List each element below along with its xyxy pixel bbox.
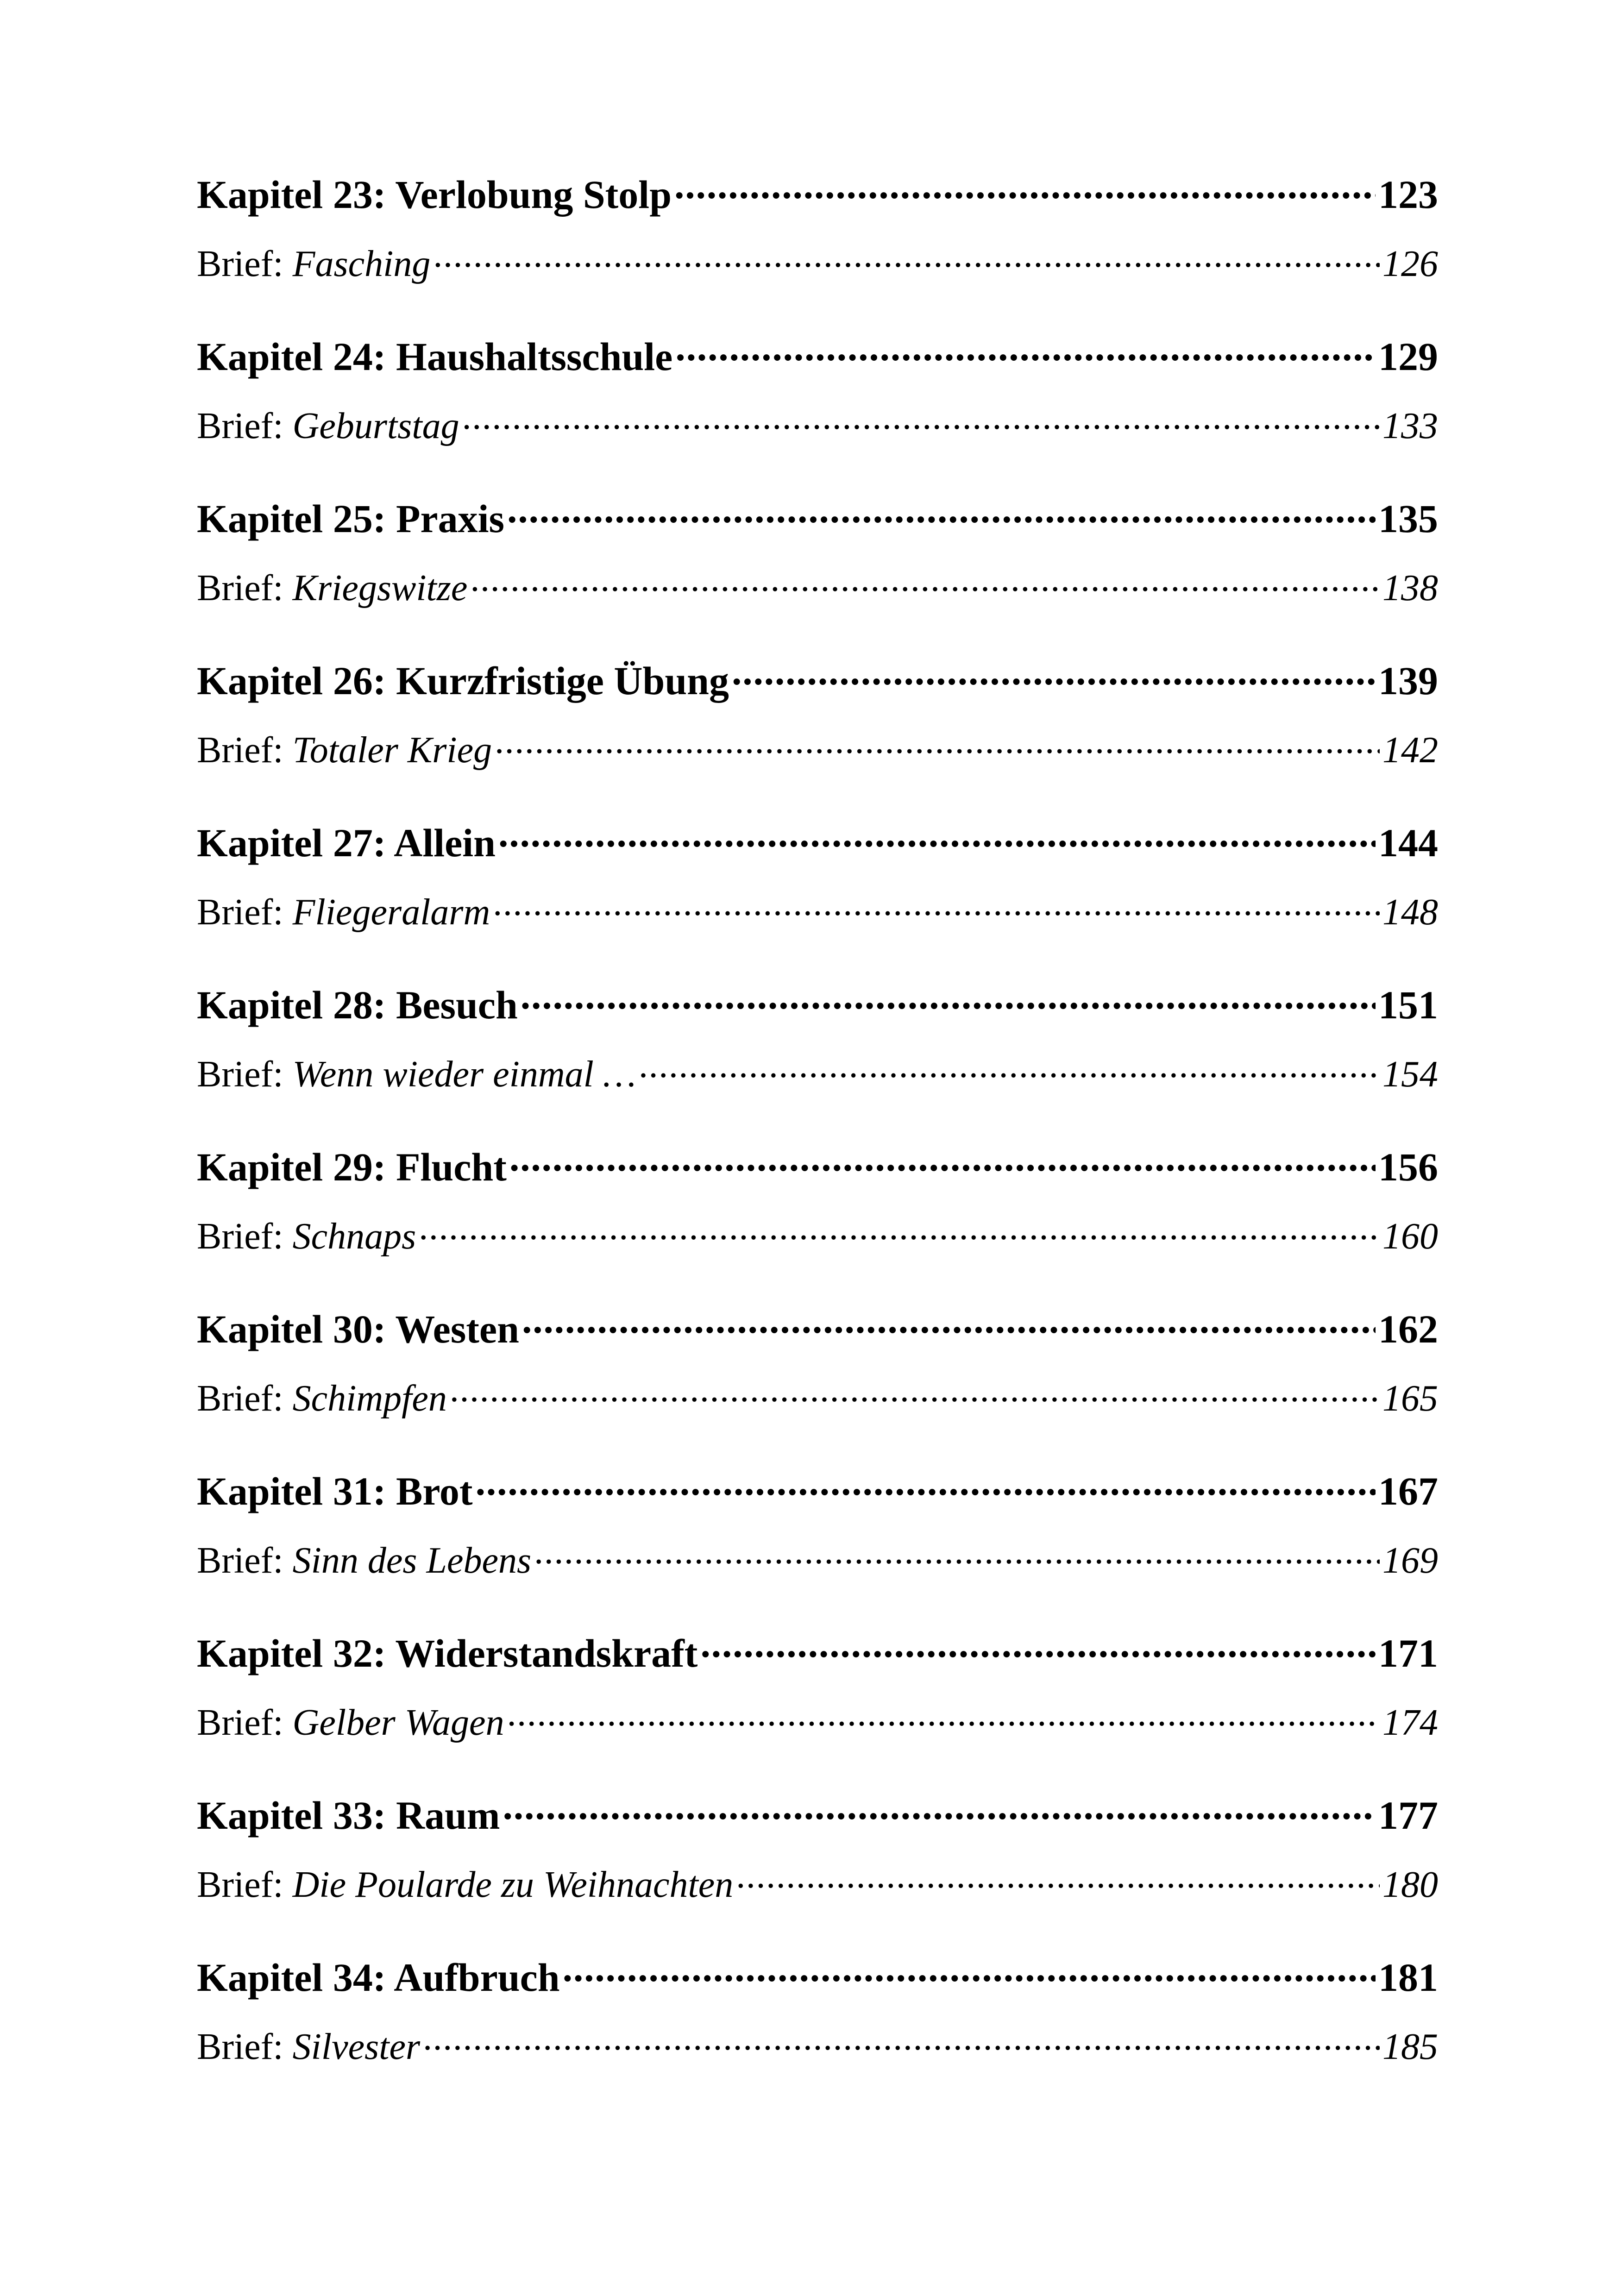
chapter-page-number: 171 [1378, 1631, 1438, 1675]
letter-title: Die Poularde zu Weihnachten [292, 1864, 734, 1905]
dot-leader [498, 816, 1376, 856]
letter-title: Schnaps [292, 1216, 416, 1257]
letter-title: Gelber Wagen [292, 1702, 504, 1743]
toc-chapter-entry[interactable] [197, 1294, 1438, 1364]
letter-prefix: Brief: [197, 1216, 293, 1257]
letter-page-number: 185 [1382, 2026, 1438, 2067]
chapter-page-number: 151 [1378, 983, 1438, 1027]
letter-title: Geburtstag [292, 406, 459, 446]
dot-leader [507, 1698, 1380, 1735]
chapter-title: Kapitel 23: Verlobung Stolp [197, 172, 672, 217]
chapter-page-number: 156 [1378, 1145, 1438, 1189]
letter-prefix: Brief: [197, 406, 293, 446]
toc-group [197, 322, 1438, 484]
letter-page-number: 180 [1382, 1864, 1438, 1905]
toc-letter-entry[interactable] [197, 553, 1438, 623]
toc-letter-entry[interactable] [197, 878, 1438, 947]
toc-group [197, 1132, 1438, 1294]
dot-leader [521, 979, 1376, 1018]
letter-prefix: Brief: [197, 1054, 293, 1095]
dot-leader [674, 168, 1376, 208]
toc-group [197, 160, 1438, 322]
toc-letter-entry[interactable] [197, 1688, 1438, 1757]
toc-group [197, 1456, 1438, 1618]
dot-leader [419, 1211, 1380, 1248]
chapter-page-number: 135 [1378, 496, 1438, 541]
chapter-title: Kapitel 24: Haushaltsschule [197, 334, 673, 379]
toc-group [197, 970, 1438, 1132]
letter-page-number: 174 [1382, 1702, 1438, 1743]
toc-letter-entry[interactable] [197, 715, 1438, 785]
dot-leader [450, 1374, 1380, 1411]
toc-chapter-entry[interactable] [197, 1943, 1438, 2012]
toc-letter-entry[interactable] [197, 1526, 1438, 1595]
dot-leader [522, 1303, 1376, 1342]
dot-leader [639, 1049, 1380, 1086]
dot-leader [493, 887, 1380, 924]
toc-chapter-entry[interactable] [197, 646, 1438, 715]
letter-prefix: Brief: [197, 1378, 293, 1419]
letter-title: Schimpfen [292, 1378, 447, 1419]
toc-letter-entry[interactable] [197, 1202, 1438, 1271]
chapter-page-number: 167 [1378, 1469, 1438, 1513]
dot-leader [470, 563, 1380, 600]
chapter-title: Kapitel 33: Raum [197, 1793, 500, 1838]
toc-group [197, 1618, 1438, 1781]
chapter-title: Kapitel 29: Flucht [197, 1145, 507, 1189]
dot-leader [700, 1627, 1376, 1667]
toc-group [197, 484, 1438, 646]
chapter-page-number: 144 [1378, 821, 1438, 865]
toc-letter-entry[interactable] [197, 1364, 1438, 1433]
toc-chapter-entry[interactable] [197, 1132, 1438, 1202]
chapter-title: Kapitel 26: Kurzfristige Übung [197, 659, 729, 703]
letter-prefix: Brief: [197, 892, 293, 933]
chapter-title: Kapitel 31: Brot [197, 1469, 473, 1513]
toc-group [197, 646, 1438, 808]
toc-chapter-entry[interactable] [197, 970, 1438, 1040]
chapter-page-number: 139 [1378, 659, 1438, 703]
chapter-title: Kapitel 28: Besuch [197, 983, 518, 1027]
dot-leader [563, 1951, 1376, 1991]
letter-page-number: 169 [1382, 1540, 1438, 1581]
toc-chapter-entry[interactable] [197, 808, 1438, 878]
letter-title: Wenn wieder einmal … [292, 1054, 636, 1095]
letter-title: Totaler Krieg [292, 730, 492, 771]
letter-page-number: 160 [1382, 1216, 1438, 1257]
chapter-title: Kapitel 27: Allein [197, 821, 496, 865]
letter-prefix: Brief: [197, 244, 293, 284]
dot-leader [509, 1141, 1376, 1180]
toc-group [197, 1294, 1438, 1456]
table-of-contents [197, 160, 1438, 2105]
letter-prefix: Brief: [197, 1540, 293, 1581]
letter-page-number: 142 [1382, 730, 1438, 771]
letter-prefix: Brief: [197, 1702, 293, 1743]
letter-page-number: 138 [1382, 568, 1438, 609]
toc-letter-entry[interactable] [197, 1040, 1438, 1109]
letter-title: Fliegeralarm [292, 892, 490, 933]
dot-leader [507, 492, 1376, 532]
toc-chapter-entry[interactable] [197, 1456, 1438, 1526]
letter-prefix: Brief: [197, 2026, 293, 2067]
toc-chapter-entry[interactable] [197, 160, 1438, 229]
dot-leader [675, 330, 1376, 370]
dot-leader [534, 1536, 1380, 1573]
toc-letter-entry[interactable] [197, 1850, 1438, 1920]
toc-chapter-entry[interactable] [197, 484, 1438, 553]
dot-leader [423, 2022, 1380, 2059]
chapter-title: Kapitel 34: Aufbruch [197, 1955, 560, 2000]
dot-leader [495, 725, 1380, 762]
letter-title: Silvester [292, 2026, 421, 2067]
toc-group [197, 808, 1438, 970]
letter-title: Sinn des Lebens [292, 1540, 532, 1581]
letter-page-number: 148 [1382, 892, 1438, 933]
toc-chapter-entry[interactable] [197, 1618, 1438, 1688]
chapter-title: Kapitel 30: Westen [197, 1307, 519, 1351]
toc-letter-entry[interactable] [197, 2012, 1438, 2082]
chapter-title: Kapitel 25: Praxis [197, 496, 505, 541]
dot-leader [476, 1465, 1376, 1505]
letter-prefix: Brief: [197, 568, 293, 609]
toc-chapter-entry[interactable] [197, 1781, 1438, 1850]
chapter-page-number: 181 [1378, 1955, 1438, 2000]
chapter-title: Kapitel 32: Widerstandskraft [197, 1631, 698, 1675]
chapter-page-number: 129 [1378, 334, 1438, 379]
chapter-page-number: 177 [1378, 1793, 1438, 1838]
letter-prefix: Brief: [197, 1864, 293, 1905]
letter-title: Kriegswitze [292, 568, 468, 609]
letter-page-number: 165 [1382, 1378, 1438, 1419]
toc-group [197, 1943, 1438, 2105]
dot-leader [736, 1860, 1380, 1897]
chapter-page-number: 162 [1378, 1307, 1438, 1351]
dot-leader [732, 654, 1376, 694]
dot-leader [503, 1789, 1376, 1829]
letter-page-number: 126 [1382, 244, 1438, 284]
letter-page-number: 154 [1382, 1054, 1438, 1095]
letter-prefix: Brief: [197, 730, 293, 771]
toc-group [197, 1781, 1438, 1943]
dot-leader [462, 401, 1380, 438]
toc-chapter-entry[interactable] [197, 322, 1438, 391]
toc-letter-entry[interactable] [197, 229, 1438, 299]
toc-letter-entry[interactable] [197, 391, 1438, 461]
dot-leader [433, 239, 1380, 276]
letter-page-number: 133 [1382, 406, 1438, 446]
chapter-page-number: 123 [1378, 172, 1438, 217]
letter-title: Fasching [292, 244, 431, 284]
